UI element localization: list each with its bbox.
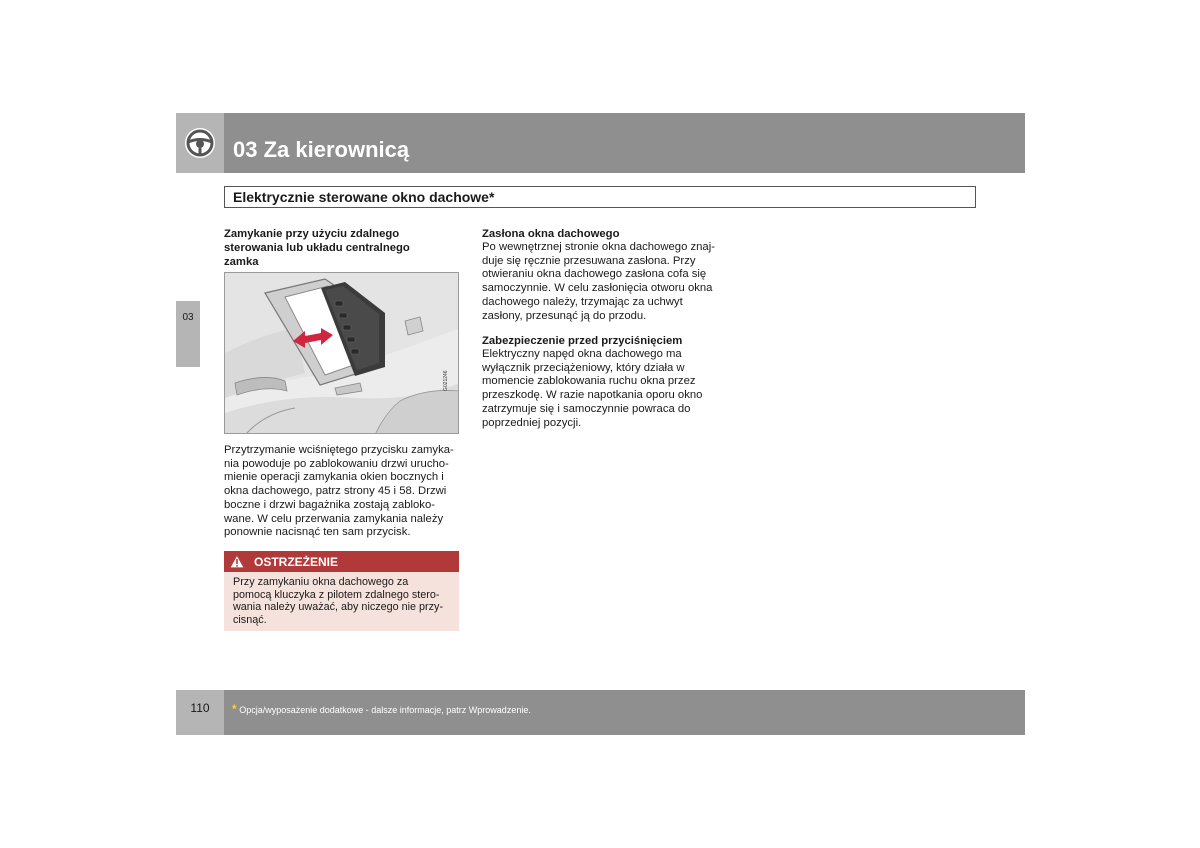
left-paragraph [224, 444, 454, 540]
left-heading [224, 227, 410, 269]
chapter-side-tab [176, 301, 200, 367]
text-line: otwieraniu okna dachowego zasłona cofa się [482, 268, 707, 281]
text-line: nia powoduje po zablokowaniu drzwi urucho- [224, 457, 449, 470]
heading-line: zamka [224, 256, 259, 268]
text-line: wyłącznik przeciążeniowy, który działa w [482, 361, 685, 374]
warning-triangle-icon [226, 551, 248, 572]
text-line: Po wewnętrznej stronie okna dachowego znaj- [482, 241, 715, 253]
heading-line: sterowania lub układu centralnego [224, 242, 410, 254]
text-line: Elektryczny napęd okna dachowego ma [482, 348, 682, 360]
text-line: przeszkodę. W razie napotkania oporu okno [482, 389, 703, 402]
right-paragraph-pinch-protection [482, 348, 702, 430]
text-line: ponownie nacisnąć ten sam przycisk. [224, 526, 411, 539]
text-line: zasłony, przesunąć ją do przodu. [482, 309, 647, 322]
warning-text [233, 576, 443, 626]
sunroof-illustration [224, 272, 459, 434]
footnote [232, 702, 531, 716]
warning-title: OSTRZEŻENIE [254, 555, 339, 569]
chapter-title: 03 Za kierownicą [233, 137, 410, 162]
chapter-side-tab-label: 03 [182, 312, 194, 323]
chapter-icon-box [176, 113, 224, 173]
text-line: dachowego należy, trzymając za uchwyt [482, 295, 683, 308]
warning-line: wania należy uważać, aby niczego nie przy- [233, 601, 444, 613]
text-line: duje się ręcznie przesuwana zasłona. Przy [482, 254, 696, 267]
text-line: wane. W celu przerwania zamykania należy [224, 512, 444, 525]
right-heading-pinch-protection: Zabezpieczenie przed przyciśnięciem [482, 335, 683, 347]
figure-code: G021246 [443, 370, 449, 391]
footnote-star: * [232, 702, 237, 716]
right-paragraph-curtain [482, 241, 715, 323]
warning-line: cisnąć. [233, 613, 267, 626]
right-heading-curtain: Zasłona okna dachowego [482, 228, 620, 240]
footnote-text: Opcja/wyposażenie dodatkowe - dalsze informacje, patrz Wprowadzenie. [239, 705, 531, 715]
text-line: okna dachowego, patrz strony 45 i 58. Drzwi [224, 485, 447, 498]
text-line: zatrzymuje się i samoczynnie powraca do [482, 402, 691, 415]
heading-line: Zamykanie przy użyciu zdalnego [224, 228, 400, 240]
text-line: poprzedniej pozycji. [482, 416, 582, 429]
section-title: Elektrycznie sterowane okno dachowe* [233, 189, 495, 205]
page-number: 110 [190, 701, 210, 715]
sunroof-interior-drawing [225, 273, 459, 434]
warning-line: pomocą kluczyka z pilotem zdalnego stero- [233, 588, 440, 601]
text-line: Przytrzymanie wciśniętego przycisku zamyka- [224, 444, 454, 456]
steering-wheel-icon [176, 113, 224, 173]
text-line: momencie zablokowania ruchu okna przez [482, 375, 696, 388]
text-line: boczne i drzwi bagażnika zostają zabloko- [224, 498, 435, 511]
text-line: samoczynnie. W celu zasłonięcia otworu okna [482, 282, 713, 295]
text-line: mienie operacji zamykania okien bocznych i [224, 471, 444, 484]
warning-line: Przy zamykaniu okna dachowego za [233, 576, 409, 588]
